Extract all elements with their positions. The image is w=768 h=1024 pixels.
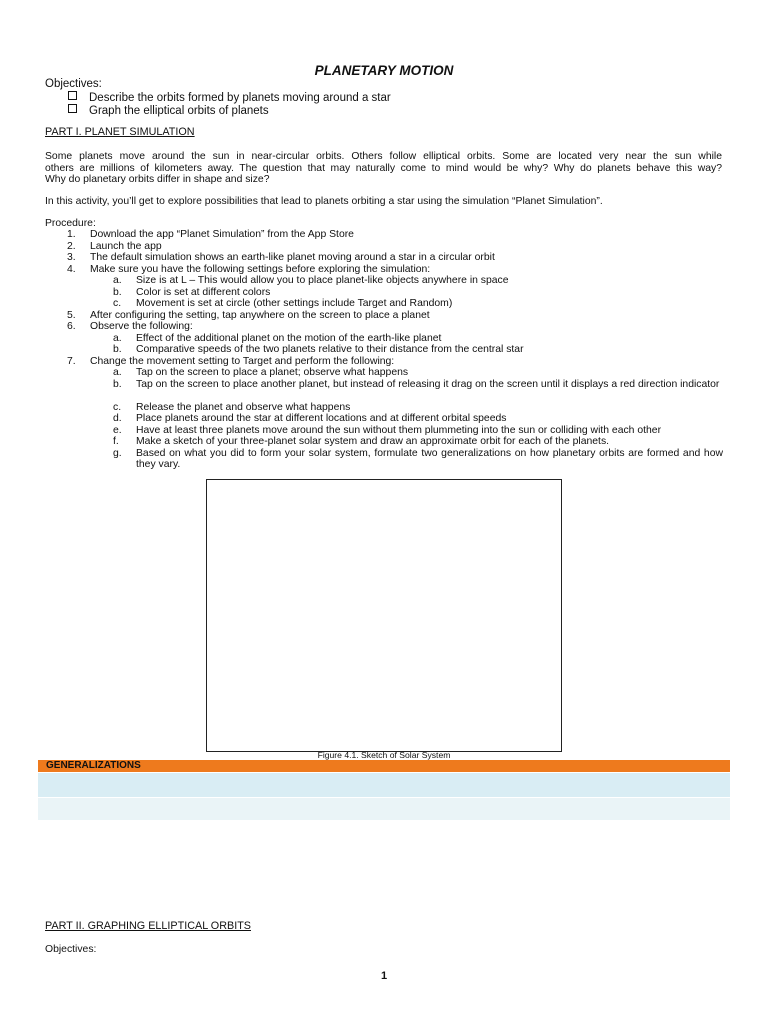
page-number: 1 bbox=[380, 970, 388, 982]
generalizations-header bbox=[38, 760, 730, 772]
procedure-label: Procedure: bbox=[45, 218, 96, 229]
part2-heading: PART II. GRAPHING ELLIPTICAL ORBITS bbox=[45, 920, 251, 932]
part2-objectives-label: Objectives: bbox=[45, 944, 97, 955]
generalization-row[interactable] bbox=[38, 773, 730, 797]
intro-paragraph: Some planets move around the sun in near-circular orbits. Others follow elliptical orbits. Some are located very near the sun while others are millions of kilometers away. The question that may naturally come to mind would be why? Why do planets behave this way? Why do planetary orbits differ in shape and size? bbox=[45, 151, 722, 186]
sketch-area[interactable] bbox=[206, 479, 562, 752]
generalizations-label: GENERALIZATIONS bbox=[46, 760, 141, 771]
page-title: PLANETARY MOTION bbox=[314, 63, 454, 78]
objectives-label: Objectives: bbox=[45, 78, 102, 90]
generalization-row[interactable] bbox=[38, 798, 730, 820]
checkbox-icon bbox=[68, 104, 77, 113]
objective-item: Graph the elliptical orbits of planets bbox=[68, 104, 269, 118]
checkbox-icon bbox=[68, 91, 77, 100]
activity-paragraph: In this activity, you’ll get to explore possibilities that lead to planets orbiting a star using the simulation “Planet Simulation”. bbox=[45, 196, 603, 207]
objective-item: Describe the orbits formed by planets moving around a star bbox=[68, 91, 391, 105]
part1-heading: PART I. PLANET SIMULATION bbox=[45, 126, 195, 138]
figure-caption: Figure 4.1. Sketch of Solar System bbox=[317, 750, 451, 760]
